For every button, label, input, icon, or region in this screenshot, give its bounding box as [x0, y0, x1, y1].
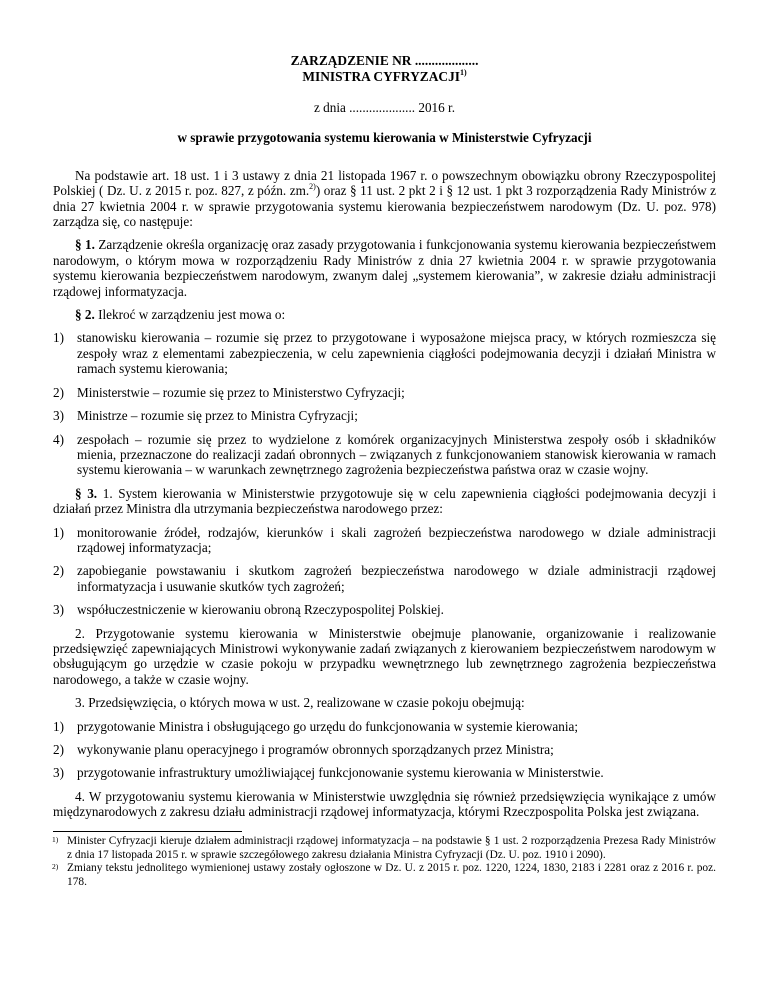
list-item-text: monitorowanie źródeł, rodzajów, kierunków i skali zagrożeń bezpieczeństwa narodowego w dziale administracji rządowej informatyzacja; — [77, 524, 716, 555]
list-item-text: Ministerstwie – rozumie się przez to Ministerstwo Cyfryzacji; — [77, 384, 405, 400]
section-2 — [53, 307, 716, 322]
list-item-number: 3) — [53, 408, 64, 424]
preamble-footnote-ref: 2) — [309, 181, 316, 191]
section-3-ust-1: 1. System kierowania w Ministerstwie przygotowuje się w celu zapewnienia ciągłości podejmowania decyzji i działań przez Ministra dla utrzymania bezpieczeństwa narodowego przez: — [53, 485, 716, 517]
title-footnote-ref: 1) — [459, 67, 467, 77]
list-item — [53, 432, 716, 478]
list-item-number: 2) — [53, 563, 64, 579]
list-item — [53, 385, 716, 400]
document-title — [53, 53, 716, 85]
list-item — [53, 602, 716, 617]
list-item — [53, 742, 716, 757]
section-2-label: § 2. — [75, 307, 95, 323]
preamble-part-2: ) oraz § 11 ust. 2 pkt 2 i § 12 ust. 1 pkt 3 rozporządzenia Rady Ministrów z dnia 27 kwietnia 2004 r. w sprawie przygotowania systemu kierowania bezpieczeństwem narodowym (Dz. U. poz. 978) zarządza się, co następuje: — [53, 183, 716, 230]
list-item-text: zapobieganie powstawaniu i skutkom zagrożeń bezpieczeństwa narodowego w dziale administracji rządowej informatyzacja i usuwanie skutków tych zagrożeń; — [77, 563, 716, 594]
section-1-text: Zarządzenie określa organizację oraz zasady przygotowania i funkcjonowania systemu kierowania bezpieczeństwem narodowym, o którym mowa w rozporządzeniu Rady Ministrów z dnia 27 kwietnia 2004 r. w sprawie przygotowania systemu kierowania bezpieczeństwem narodowym, zwanym dalej „systemem kierowania”, w zakresie działu administracji rządowej informatyzacja. — [53, 237, 717, 299]
title-line-2 — [53, 69, 716, 85]
list-item-text: wykonywanie planu operacyjnego i programów obronnych sporządzanych przez Ministra; — [77, 742, 554, 757]
list-item-number: 3) — [53, 602, 64, 618]
document-body — [53, 53, 716, 820]
section-3-ust-3: 3. Przedsięwzięcia, o których mowa w ust. 2, realizowane w czasie pokoju obejmują: — [75, 695, 525, 711]
document-date: z dnia .................... 2016 r. — [313, 100, 456, 115]
footnotes — [53, 831, 716, 889]
footnote — [53, 835, 716, 862]
section-3-list-1 — [53, 525, 716, 618]
preamble — [53, 168, 716, 230]
list-item-text: przygotowanie infrastruktury umożliwiającej funkcjonowanie systemu kierowania w Ministerstwie. — [77, 765, 604, 781]
list-item-text: stanowisku kierowania – rozumie się przez to przygotowane i wyposażone miejsca pracy, w których rozmieszcza się zespoły wraz z elementami zabezpieczenia, w celu zapewnienia ciągłości podejmowania decyzji i działań Ministra w ramach systemu kierowania; — [77, 330, 716, 377]
list-item-text: współuczestniczenie w kierowaniu obroną Rzeczypospolitej Polskiej. — [77, 602, 444, 618]
footnote-number: 1) — [52, 835, 59, 844]
document-subject: w sprawie przygotowania systemu kierowania w Ministerstwie Cyfryzacji — [177, 130, 592, 146]
section-1-label: § 1. — [75, 237, 95, 253]
list-item — [53, 765, 716, 780]
list-item-text: zespołach – rozumie się przez to wydzielone z komórek organizacyjnych Ministerstwa zespoły osób i składników mienia, przeznaczone do realizacji zadań obronnych – związanych z funkcjonowaniem stanowisk kierowania w ramach systemu kierowania – w warunkach zewnętrznego zagrożenia bezpieczeństwa państwa oraz w czasie wojny. — [77, 431, 716, 478]
section-3-label: § 3. — [75, 485, 98, 501]
section-1 — [53, 237, 716, 299]
title-line-2-text: MINISTRA CYFRYZACJI — [302, 69, 460, 84]
section-3-list-3 — [53, 719, 716, 781]
list-item — [53, 408, 716, 423]
list-item-number: 1) — [53, 718, 64, 734]
section-3 — [53, 486, 716, 517]
footnote-text: Zmiany tekstu jednolitego wymienionej ustawy zostały ogłoszone w Dz. U. z 2015 r. poz. 1220, 1224, 1830, 2183 i 2281 oraz z 2016 r. poz. 178. — [67, 862, 716, 888]
footnote — [53, 862, 716, 889]
section-3-ust-2: 2. Przygotowanie systemu kierowania w Ministerstwie obejmuje planowanie, organizowanie i realizowanie przedsięwzięć zapewniających Ministrowi wykonywanie zadań związanych z kierowaniem bezpieczeństwem narodowym w obsługującym go urzędzie w czasie pokoju w przypadku wewnętrznego lub zewnętrznego zagrożenia bezpieczeństwa narodowego, a także w czasie wojny. — [53, 625, 716, 687]
list-item-number: 4) — [53, 431, 64, 447]
section-2-text: Ilekroć w zarządzeniu jest mowa o: — [98, 307, 286, 323]
list-item-number: 2) — [53, 384, 64, 400]
list-item — [53, 719, 716, 734]
list-item-number: 2) — [53, 742, 64, 757]
list-item-number: 1) — [53, 524, 64, 540]
section-3-ust-4: 4. W przygotowaniu systemu kierowania w Ministerstwie uwzględnia się również przedsięwzięcia wynikające z umów międzynarodowych z zakresu działu administracji rządowej informatyzacja, którymi Rzeczpospolita Polska jest związana. — [53, 788, 716, 820]
list-item-text: Ministrze – rozumie się przez to Ministra Cyfryzacji; — [77, 408, 358, 424]
list-item — [53, 563, 716, 594]
footnote-number: 2) — [52, 862, 59, 872]
footnote-divider — [53, 831, 242, 832]
list-item-number: 1) — [53, 330, 64, 346]
section-2-list — [53, 330, 716, 477]
list-item — [53, 525, 716, 556]
list-item-text: przygotowanie Ministra i obsługującego go urzędu do funkcjonowania w systemie kierowania; — [77, 718, 578, 734]
footnote-text: Minister Cyfryzacji kieruje działem administracji rządowej informatyzacja – na podstawie § 1 ust. 2 rozporządzenia Prezesa Rady Ministrów z dnia 17 listopada 2015 r. w sprawie szczegółowego zakresu działania Ministra Cyfryzacji (Dz. U. poz. 1910 i 2090). — [67, 835, 716, 861]
preamble-part-1: Na podstawie art. 18 ust. 1 i 3 ustawy z dnia 21 listopada 1967 r. o powszechnym obowiązku obrony Rzeczypospolitej Polskiej ( Dz. U. z 2015 r. poz. 827, z późn. zm. — [53, 167, 716, 199]
list-item — [53, 330, 716, 376]
title-line-1: ZARZĄDZENIE NR ................... — [290, 53, 479, 68]
list-item-number: 3) — [53, 765, 64, 781]
